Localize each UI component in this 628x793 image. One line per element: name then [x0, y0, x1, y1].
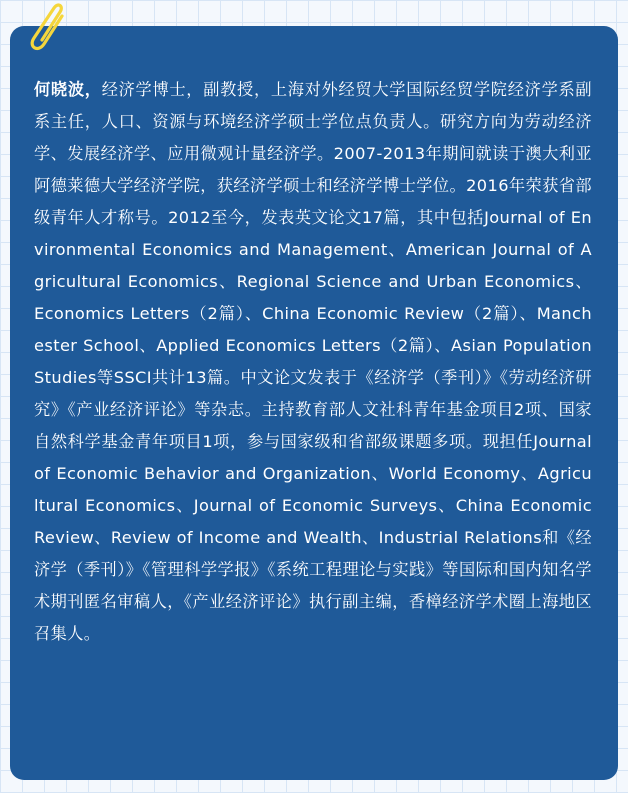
- paperclip-icon: [22, 0, 72, 62]
- bio-text: [34, 74, 592, 650]
- bio-body: 经济学博士，副教授，上海对外经贸大学国际经贸学院经济学系副系主任，人口、资源与环境经济学硕士学位点负责人。研究方向为劳动经济学、发展经济学、应用微观计量经济学。2007-2013年期间就读于澳大利亚阿德莱德大学经济学院，获经济学硕士和经济学博士学位。2016年荣获省部级青年人才称号。2012至今，发表英文论文17篇，其中包括Journal of Environmental Economics and Management、American Journal of Agricultural Economics、Regional Science and Urban Economics、Economics Letters（2篇）、China Economic Review（2篇）、Manchester School、Applied Economics Letters（2篇）、Asian Population Studies等SSCI共计13篇。中文论文发表于《经济学（季刊）》《劳动经济研究》《产业经济评论》等杂志。主持教育部人文社科青年基金项目2项、国家自然科学基金青年项目1项，参与国家级和省部级课题多项。现担任Journal of Economic Behavior and Organization、World Economy、Agricultural Economics、Journal of Economic Surveys、China Economic Review、Review of Income and Wealth、Industrial Relations和《经济学（季刊）》《管理科学学报》《系统工程理论与实践》等国际和国内知名学术期刊匿名审稿人，《产业经济评论》执行副主编，香樟经济学术圈上海地区召集人。: [34, 80, 592, 643]
- person-name: 何晓波，: [34, 80, 102, 99]
- bio-card: [10, 26, 618, 780]
